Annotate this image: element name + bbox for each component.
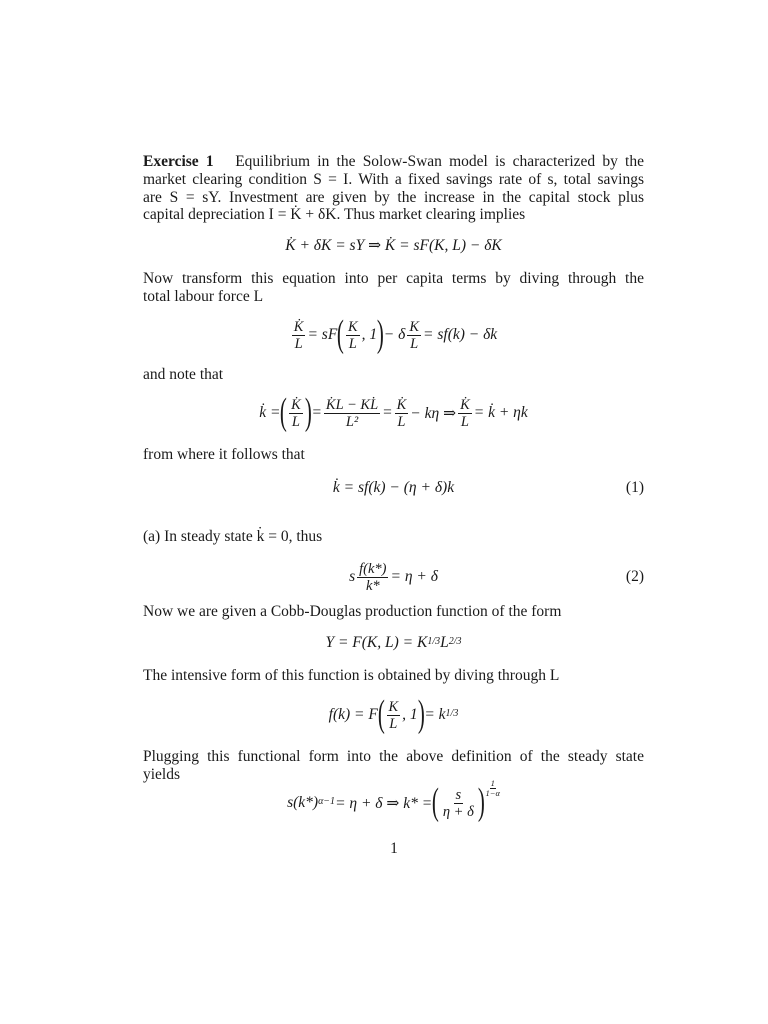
right-paren: ) xyxy=(417,693,425,735)
right-paren: ) xyxy=(304,391,312,433)
fraction-k-over-l: $\frac{K}{L}$ xyxy=(388,698,399,732)
left-paren: ( xyxy=(377,693,385,735)
fraction-s: $\frac{K̇}{L}$ xyxy=(460,396,470,430)
fraction-kdot-over-l: $\frac{K̇}{L}$ xyxy=(293,318,304,352)
para5-line: (a) In steady state k̇ = 0, thus xyxy=(143,528,323,545)
equation-1-number: (1) xyxy=(625,479,644,496)
para4-line: from where it follows that xyxy=(143,446,305,463)
equation-per-capita: $\frac{K̇}{L}$ = sF ( $\frac{K}{L}$ , 1 ) − δ $\frac{K}{L}$ = sf(k) − δk xyxy=(293,313,498,355)
right-paren: ) xyxy=(376,313,384,355)
exercise-label: Exercise 1 xyxy=(143,153,214,170)
para8-line-2: yields xyxy=(143,766,181,783)
equation-intensive-form: f(k) = F ( $\frac{K}{L}$ , 1 ) = k $^{1/3}$ xyxy=(328,693,459,735)
fraction-r: $\frac{K̇}{L}$ xyxy=(396,396,407,430)
right-paren: ) xyxy=(477,781,485,823)
fraction-quotient-rule: $\frac{K̇L - KL̇}{\text{L²}}$ xyxy=(325,396,379,430)
left-paren: ( xyxy=(432,781,440,823)
equation-market-clearing: K̇ + δK = sY ⇒ K̇ = sF(K, L) − δK xyxy=(285,236,502,254)
page-number: 1 xyxy=(390,840,398,857)
fraction-p: $\frac{K̇}{L}$ xyxy=(291,396,301,430)
equation-2-number: (2) xyxy=(625,568,644,585)
para6-line: Now we are given a Cobb-Douglas production function of the form xyxy=(143,603,562,620)
fraction-fk-over-k: $\frac{f(k*)}{k*}$ xyxy=(359,560,387,594)
intro-text-1: Equilibrium in the Solow-Swan model is characterized by the xyxy=(235,153,644,170)
fraction-k-over-l: $\frac{K}{L}$ xyxy=(347,318,358,352)
para2-line-1: Now transform this equation into per capita terms by diving through the xyxy=(143,270,644,287)
equation-2: s $\frac{f(k*)}{k*}$ = η + δ (2) xyxy=(349,560,644,594)
equation-1 xyxy=(143,466,644,510)
intro-line-2: market clearing condition S = I. With a fixed savings rate of s, total savings xyxy=(143,171,644,188)
para8-line-1: Plugging this functional form into the above definition of the steady state xyxy=(143,748,644,765)
fraction-k-over-l-dep: $\frac{K}{L}$ xyxy=(409,318,420,352)
intro-line-1 xyxy=(143,153,644,171)
equation-steady-state: s(k*) $^{\alpha-1}$ = η + δ ⇒ k* = ( $\frac{s}{\eta + \delta}$ ) $\frac{1}{1-\alpha}$ xyxy=(287,777,500,823)
left-paren: ( xyxy=(337,313,345,355)
intro-line-4: capital depreciation I = K̇ + δK. Thus market clearing implies xyxy=(143,206,526,223)
fraction-s-over-eta-delta: $\frac{s}{\eta + \delta}$ xyxy=(442,786,474,820)
para2-line-2: total labour force L xyxy=(143,288,264,305)
equation-1-body: k̇ = sf(k) − (η + δ)k xyxy=(332,479,455,496)
equation-kdot-derivation: k̇ = ( $\frac{K̇}{L}$ ) = $\frac{K̇L - KL̇}{\text{L²}}$ = $\frac{K̇}{L}$ − kη ⇒ $\frac{K̇}{L}$ = k̇ + ηk xyxy=(259,391,528,433)
left-paren: ( xyxy=(280,391,288,433)
para3-line: and note that xyxy=(143,366,224,383)
exponent-fraction: $\frac{1}{1-\alpha}$ xyxy=(485,777,500,798)
intro-line-3: are S = sY. Investment are given by the increase in the capital stock plus xyxy=(143,189,644,206)
para7-line: The intensive form of this function is obtained by diving through L xyxy=(143,667,560,684)
equation-cobb-douglas: Y = F(K, L) = K $^{1/3}$ L $^{2/3}$ xyxy=(325,634,462,651)
